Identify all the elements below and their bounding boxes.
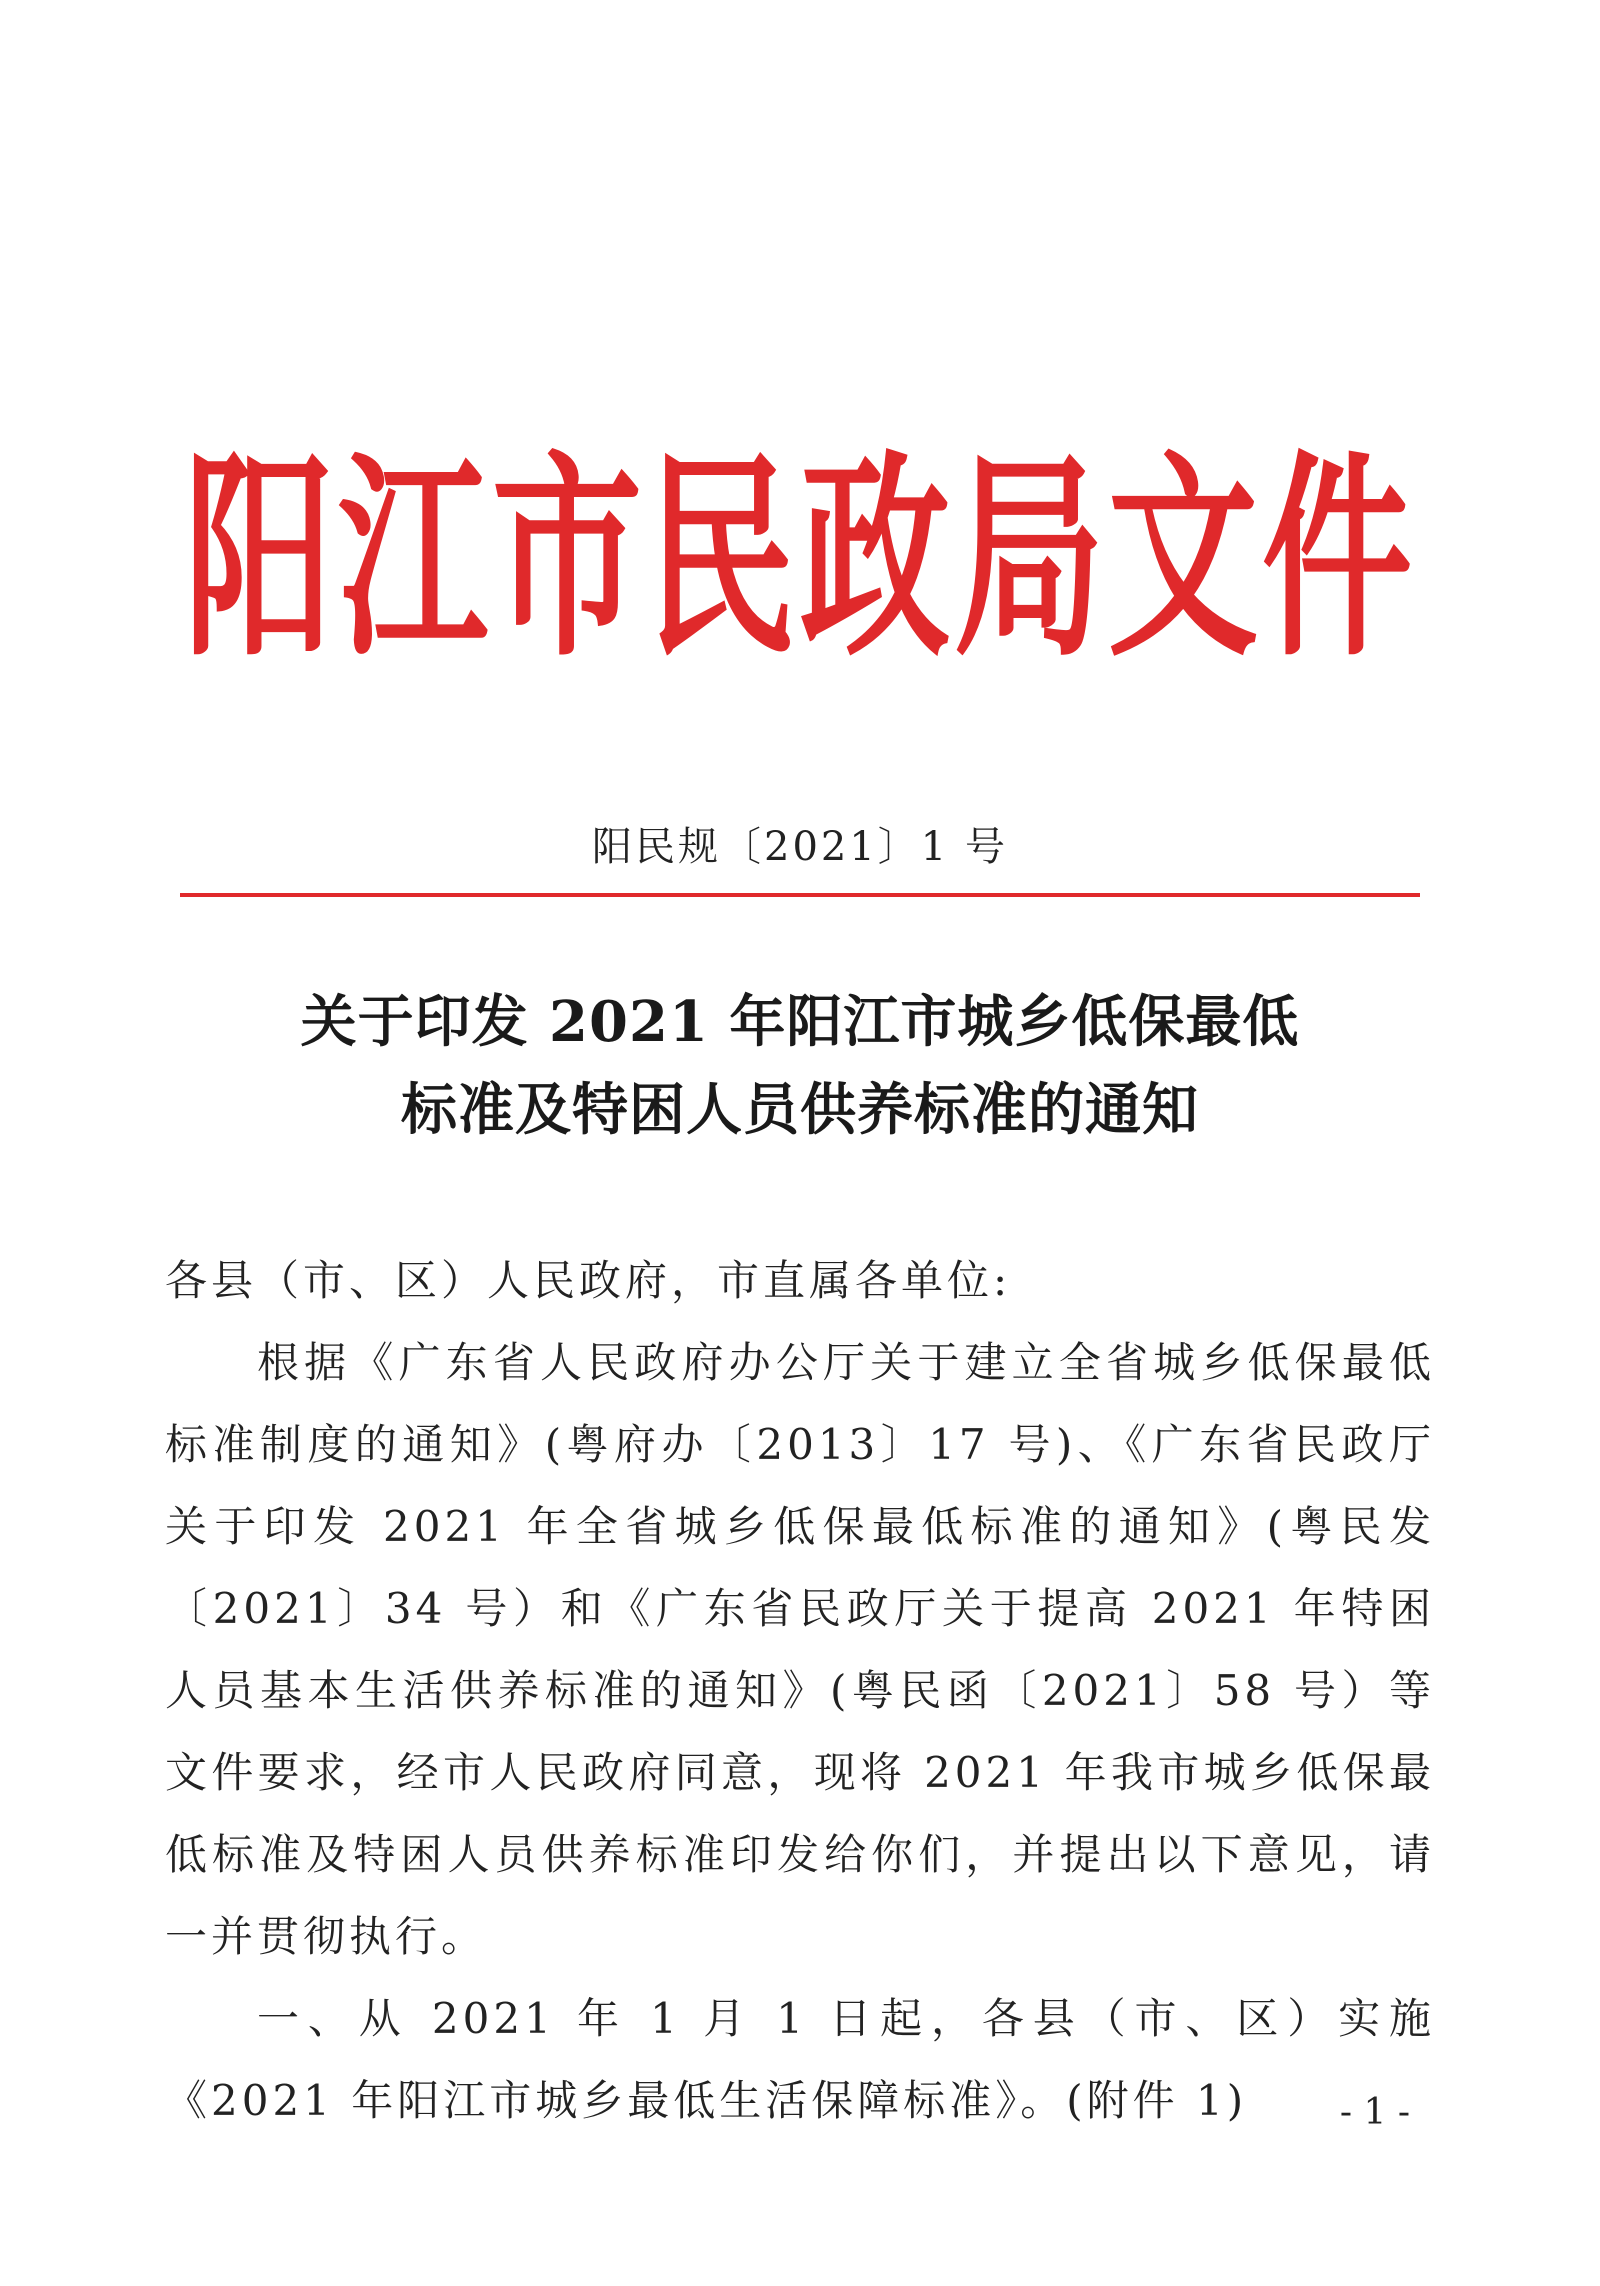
salutation: 各县（市、区）人民政府，市直属各单位: xyxy=(165,1256,1012,1305)
red-separator-line xyxy=(180,893,1420,897)
body-paragraph-1: 根据《广东省人民政府办公厅关于建立全省城乡低保最低标准制度的通知》(粤府办〔2013〕17 号)、《广东省民政厅关于印发 2021 年全省城乡低保最低标准的通知》(粤民发〔2021〕34 号）和《广东省民政厅关于提高 2021 年特困人员基本生活供养标准的通知》(粤民函〔2021〕58 号）等文件要求，经市人民政府同意，现将 2021 年我市城乡低保最低标准及特困人员供养标准印发给你们，并提出以下意见，请一并贯彻执行。 xyxy=(165,1338,1435,1961)
title-line-2: 标准及特困人员供养标准的通知 xyxy=(401,1077,1199,1143)
page-number: - 1 - xyxy=(1339,2092,1410,2133)
document-title xyxy=(0,978,1600,1154)
issuer-red-header: 阳江市民政局文件 xyxy=(183,431,1416,687)
body-paragraph-2: 一、从 2021 年 1 月 1 日起，各县（市、区）实施《2021 年阳江市城乡最低生活保障标准》。(附件 1) xyxy=(165,1994,1435,2125)
title-line-1: 关于印发 2021 年阳江市城乡低保最低 xyxy=(300,989,1300,1055)
document-body xyxy=(165,1240,1435,2142)
document-number: 阳民规〔2021〕1 号 xyxy=(592,824,1008,870)
